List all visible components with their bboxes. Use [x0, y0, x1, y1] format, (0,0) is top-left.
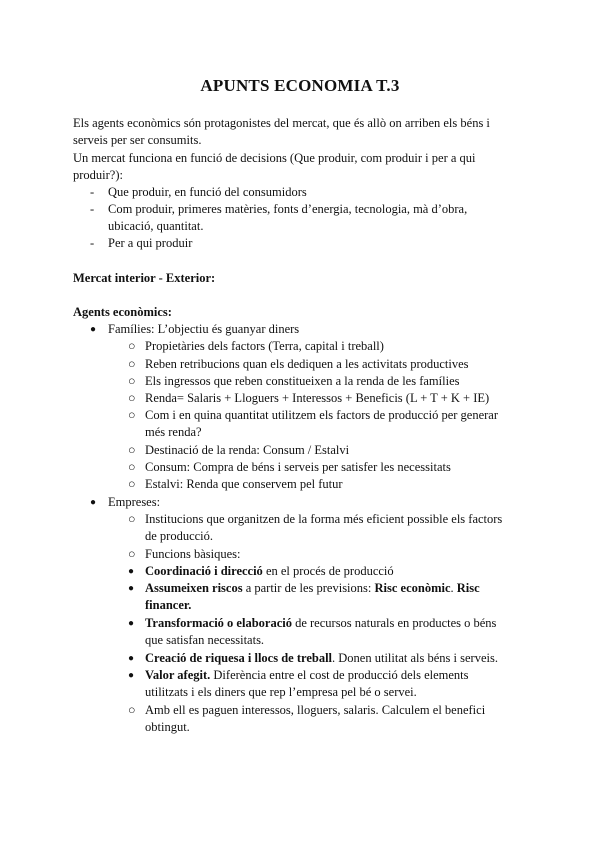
circle-bullet-icon: ○	[128, 703, 136, 717]
list-item-cont: obtingut.	[145, 720, 190, 734]
list-item-cont: de producció.	[145, 529, 214, 543]
list-item	[145, 650, 498, 667]
decision-item: Com produir, primeres matèries, fonts d’energia, tecnologia, mà d’obra,	[108, 202, 468, 216]
disc-bullet-icon: ●	[90, 324, 97, 335]
list-item	[145, 667, 469, 684]
decision-item: Per a qui produir	[108, 236, 193, 250]
circle-bullet-icon: ○	[128, 357, 136, 371]
dash-bullet: -	[90, 185, 95, 199]
bold-term: Risc econòmic	[374, 581, 451, 595]
list-item: Propietàries dels factors (Terra, capital i treball)	[145, 339, 384, 353]
disc-bullet-icon: ●	[128, 583, 135, 594]
bold-term: Risc	[456, 581, 480, 595]
bold-term: Valor afegit.	[145, 668, 211, 682]
list-item	[145, 580, 480, 597]
section-heading-agents: Agents econòmics:	[73, 305, 172, 319]
intro-line-4: produir?):	[73, 168, 123, 182]
item-text: de recursos naturals en productes o béns	[291, 616, 497, 630]
circle-bullet-icon: ○	[128, 374, 136, 388]
list-item: Reben retribucions quan els dediquen a les activitats productives	[145, 357, 469, 371]
empreses-label: Empreses:	[108, 495, 161, 509]
item-text: a partir de les previsions:	[242, 581, 375, 595]
list-item: Els ingressos que reben constitueixen a la renda de les famílies	[145, 374, 460, 388]
list-item-cont: utilitzats i els diners que rep l’empresa pel bé o servei.	[145, 685, 417, 699]
bold-term: Creació de riquesa i llocs de treball	[145, 651, 333, 665]
disc-bullet-icon: ●	[128, 566, 135, 577]
dash-bullet: -	[90, 236, 95, 250]
list-item-cont: més renda?	[145, 425, 202, 439]
intro-line-3: Un mercat funciona en funció de decisions (Que produir, com produir i per a qui	[73, 151, 476, 165]
intro-line-1: Els agents econòmics són protagonistes del mercat, que és allò on arriben els béns i	[73, 116, 490, 130]
decision-item: Que produir, en funció del consumidors	[108, 185, 307, 199]
disc-bullet-icon: ●	[90, 497, 97, 508]
list-item: Destinació de la renda: Consum / Estalvi	[145, 443, 350, 457]
list-item: Consum: Compra de béns i serveis per satisfer les necessitats	[145, 460, 451, 474]
intro-line-2: serveis per ser consumits.	[73, 133, 202, 147]
bold-term: Coordinació i direcció	[145, 564, 263, 578]
item-text: Diferència entre el cost de producció dels elements	[210, 668, 469, 682]
list-item: Institucions que organitzen de la forma més eficient possible els factors	[145, 512, 503, 526]
circle-bullet-icon: ○	[128, 443, 136, 457]
item-text: .	[450, 581, 457, 595]
families-label: Famílies: L’objectiu és guanyar diners	[108, 322, 300, 336]
circle-bullet-icon: ○	[128, 512, 136, 526]
list-item: Renda= Salaris + Lloguers + Interessos + Beneficis (L + T + K + IE)	[145, 391, 490, 405]
circle-bullet-icon: ○	[128, 477, 136, 491]
circle-bullet-icon: ○	[128, 408, 136, 422]
circle-bullet-icon: ○	[128, 391, 136, 405]
list-item: Funcions bàsiques:	[145, 547, 241, 561]
bold-term: Assumeixen riscos	[145, 581, 243, 595]
decision-item-cont: ubicació, quantitat.	[108, 219, 204, 233]
circle-bullet-icon: ○	[128, 339, 136, 353]
circle-bullet-icon: ○	[128, 460, 136, 474]
list-item-cont: que satisfan necessitats.	[145, 633, 265, 647]
disc-bullet-icon: ●	[128, 618, 135, 629]
list-item	[145, 563, 394, 580]
list-item: Com i en quina quantitat utilitzem els factors de producció per generar	[145, 408, 499, 422]
item-text: en el procés de producció	[262, 564, 394, 578]
list-item	[145, 615, 496, 632]
page-title: APUNTS ECONOMIA T.3	[200, 76, 400, 95]
bold-term: Transformació o elaboració	[145, 616, 292, 630]
circle-bullet-icon: ○	[128, 547, 136, 561]
list-item-cont: financer.	[145, 598, 192, 612]
item-text: . Donen utilitat als béns i serveis.	[332, 651, 498, 665]
section-heading-mercat: Mercat interior - Exterior:	[73, 271, 216, 285]
disc-bullet-icon: ●	[128, 653, 135, 664]
list-item: Estalvi: Renda que conservem pel futur	[145, 477, 343, 491]
disc-bullet-icon: ●	[128, 670, 135, 681]
list-item: Amb ell es paguen interessos, lloguers, salaris. Calculem el benefici	[145, 703, 486, 717]
dash-bullet: -	[90, 202, 95, 216]
